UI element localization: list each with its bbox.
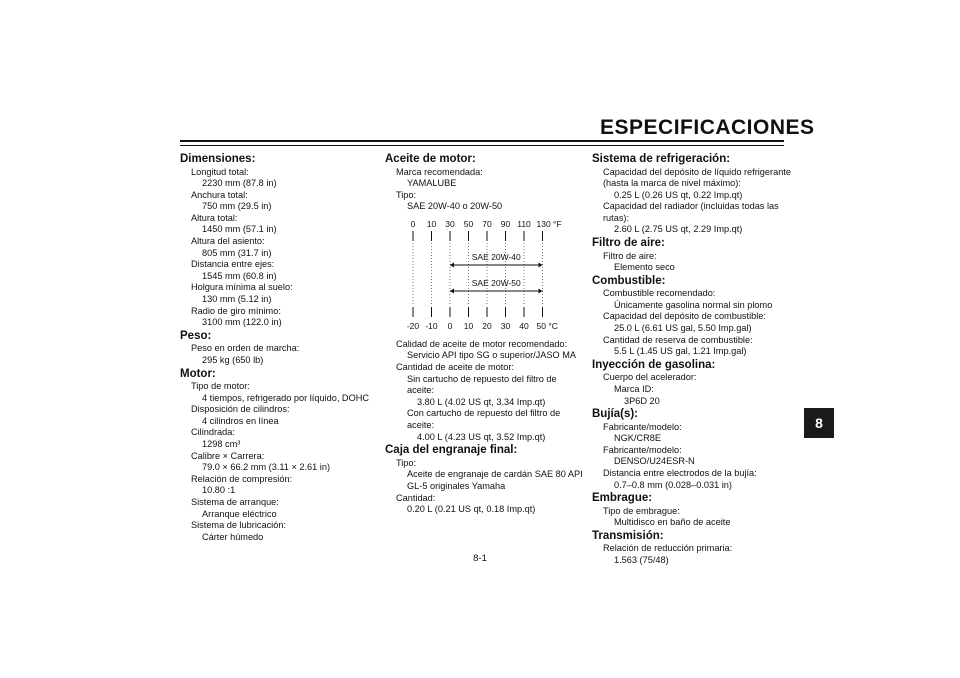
spec-label: Marca ID: <box>614 383 654 394</box>
fahrenheit-tick-label: 110 <box>517 218 531 229</box>
spec-value: Multidisco en baño de aceite <box>614 517 731 528</box>
column-middle <box>385 152 585 516</box>
spec-label: Tipo de embrague: <box>603 505 680 516</box>
section-heading-embrague: Embrague: <box>592 492 653 505</box>
spec-value: 2230 mm (87.8 in) <box>202 178 277 189</box>
spec-label: Anchura total: <box>191 189 248 200</box>
spec-label: Sistema de lubricación: <box>191 520 286 531</box>
fahrenheit-tick-label: 70 <box>482 218 492 229</box>
spec-value: 4 cilindros en línea <box>202 415 279 426</box>
spec-label: Peso en orden de marcha: <box>191 343 300 354</box>
spec-value: 4 tiempos, refrigerado por líquido, DOHC <box>202 392 369 403</box>
spec-label: Disposición de cilindros: <box>191 404 290 415</box>
spec-label: Fabricante/modelo: <box>603 421 682 432</box>
fahrenheit-tick-label: 30 <box>445 218 455 229</box>
spec-value: 805 mm (31.7 in) <box>202 247 272 258</box>
spec-label: Distancia entre electrodos de la bujía: <box>603 467 757 478</box>
spec-label: Cilindrada: <box>191 427 235 438</box>
spec-value: 0.20 L (0.21 US qt, 0.18 Imp.qt) <box>407 504 536 515</box>
range-arrow-right <box>539 288 543 293</box>
section-heading-refrigeracion: Sistema de refrigeración: <box>592 153 731 165</box>
series-label: SAE 20W-50 <box>471 277 521 288</box>
section-heading-motor: Motor: <box>180 367 216 380</box>
spec-label: Marca recomendada: <box>396 166 483 177</box>
spec-value: 1.563 (75/48) <box>614 554 669 565</box>
spec-value: 0.7–0.8 mm (0.028–0.031 in) <box>614 479 732 490</box>
celsius-tick-label: 30 <box>500 320 511 331</box>
spec-label: (hasta la marca de nivel máximo): <box>603 178 741 189</box>
spec-label: Altura total: <box>191 212 238 223</box>
spec-label: Cantidad de reserva de combustible: <box>603 334 753 345</box>
spec-label: Cuerpo del acelerador: <box>603 372 697 383</box>
spec-label: Relación de compresión: <box>191 473 293 484</box>
spec-label: Sistema de arranque: <box>191 496 279 507</box>
celsius-tick-label: 0 <box>447 320 453 331</box>
header-rule-thin <box>180 145 784 146</box>
spec-label: Cantidad de aceite de motor: <box>396 362 514 373</box>
spec-value: YAMALUBE <box>407 178 457 189</box>
spec-value: 10.80 :1 <box>202 485 236 496</box>
spec-label: Capacidad del depósito de líquido refrigerante <box>603 166 791 177</box>
spec-value: 3100 mm (122.0 in) <box>202 317 282 328</box>
spec-value: 5.5 L (1.45 US gal, 1.21 Imp.gal) <box>614 346 747 357</box>
spec-label: Holgura mínima al suelo: <box>191 282 293 293</box>
spec-label: Calibre × Carrera: <box>191 450 265 461</box>
spec-label: rutas): <box>603 212 630 223</box>
celsius-tick-label: -20 <box>406 320 420 331</box>
spec-value: Servicio API tipo SG o superior/JASO MA <box>407 350 577 361</box>
spec-value: 25.0 L (6.61 US gal, 5.50 Imp.gal) <box>614 323 752 334</box>
spec-label: Cantidad: <box>396 492 436 503</box>
spec-value: Elemento seco <box>614 262 675 273</box>
section-heading-dimensiones: Dimensiones: <box>180 153 256 165</box>
oil-viscosity-chart <box>385 217 575 335</box>
spec-label: aceite: <box>407 385 435 396</box>
page-title: ESPECIFICACIONES <box>600 116 815 139</box>
spec-label: Tipo: <box>396 189 417 200</box>
spec-value: Arranque eléctrico <box>202 508 277 519</box>
spec-label: Capacidad del depósito de combustible: <box>603 311 766 322</box>
spec-label: Filtro de aire: <box>603 250 657 261</box>
spec-value: 4.00 L (4.23 US qt, 3.52 Imp.qt) <box>417 431 546 442</box>
header-rule <box>180 140 784 142</box>
spec-value: 750 mm (29.5 in) <box>202 201 272 212</box>
celsius-tick-label: 20 <box>482 320 492 331</box>
spec-value: DENSO/U24ESR-N <box>614 456 695 467</box>
spec-value: Únicamente gasolina normal sin plomo <box>614 299 773 310</box>
fahrenheit-tick-label: 130 °F <box>536 218 562 229</box>
celsius-tick-label: 40 <box>519 320 529 331</box>
spec-label: Longitud total: <box>191 166 249 177</box>
spec-label: Radio de giro mínimo: <box>191 305 281 316</box>
spec-value: 0.25 L (0.26 US qt, 0.22 Imp.qt) <box>614 189 743 200</box>
spec-label: Distancia entre ejes: <box>191 259 275 270</box>
spec-value: SAE 20W-40 o 20W-50 <box>407 201 503 212</box>
page-number: 8-1 <box>473 553 487 564</box>
fahrenheit-tick-label: 0 <box>410 218 416 229</box>
spec-value: 295 kg (650 lb) <box>202 354 264 365</box>
spec-value: GL-5 originales Yamaha <box>407 480 506 491</box>
chapter-tab[interactable]: 8 <box>804 408 834 438</box>
spec-label: Tipo: <box>396 457 417 468</box>
spec-value: 1545 mm (60.8 in) <box>202 270 277 281</box>
column-left <box>180 152 370 543</box>
section-heading-filtro: Filtro de aire: <box>592 237 665 250</box>
spec-value: 2.60 L (2.75 US qt, 2.29 Imp.qt) <box>614 224 743 235</box>
section-heading-transmision: Transmisión: <box>592 529 664 542</box>
series-label: SAE 20W-40 <box>471 251 521 262</box>
spec-label: Fabricante/modelo: <box>603 444 682 455</box>
celsius-tick-label: -10 <box>425 320 438 331</box>
celsius-tick-label: 10 <box>463 320 474 331</box>
spec-value: 79.0 × 66.2 mm (3.11 × 2.61 in) <box>202 462 331 473</box>
section-heading-inyeccion: Inyección de gasolina: <box>592 358 716 371</box>
section-heading-bujia: Bujía(s): <box>592 408 638 421</box>
spec-value: 3P6D 20 <box>624 395 660 406</box>
fahrenheit-tick-label: 10 <box>426 218 437 229</box>
celsius-tick-label: 50 °C <box>536 320 558 331</box>
spec-label: Combustible recomendado: <box>603 288 716 299</box>
spec-value: NGK/CR8E <box>614 433 661 444</box>
spec-label: Sin cartucho de repuesto del filtro de <box>407 373 557 384</box>
column-right <box>592 152 792 567</box>
section-heading-combustible: Combustible: <box>592 274 666 287</box>
spec-label: Capacidad del radiador (incluidas todas las <box>603 201 779 212</box>
section-heading-aceite: Aceite de motor: <box>385 153 476 165</box>
spec-label: Altura del asiento: <box>191 236 265 247</box>
range-arrow-left <box>450 262 454 267</box>
section-heading-engranaje: Caja del engranaje final: <box>385 444 518 457</box>
spec-value: 3.80 L (4.02 US qt, 3.34 Imp.qt) <box>417 396 546 407</box>
spec-value: Cárter húmedo <box>202 531 264 542</box>
spec-label: Con cartucho de repuesto del filtro de <box>407 408 561 419</box>
spec-label: Tipo de motor: <box>191 381 250 391</box>
spec-value: Aceite de engranaje de cardán SAE 80 API <box>407 469 583 480</box>
spec-value: 1298 cm³ <box>202 438 241 449</box>
spec-label: Relación de reducción primaria: <box>603 543 733 554</box>
spec-value: 1450 mm (57.1 in) <box>202 224 277 235</box>
range-arrow-left <box>450 288 454 293</box>
oil-chart-svg <box>385 217 575 335</box>
range-arrow-right <box>539 262 543 267</box>
spec-value: 130 mm (5.12 in) <box>202 294 272 305</box>
fahrenheit-tick-label: 50 <box>463 218 474 229</box>
spec-label: aceite: <box>407 420 435 431</box>
spec-label: Calidad de aceite de motor recomendado: <box>396 338 568 349</box>
section-heading-peso: Peso: <box>180 329 212 342</box>
fahrenheit-tick-label: 90 <box>500 218 511 229</box>
